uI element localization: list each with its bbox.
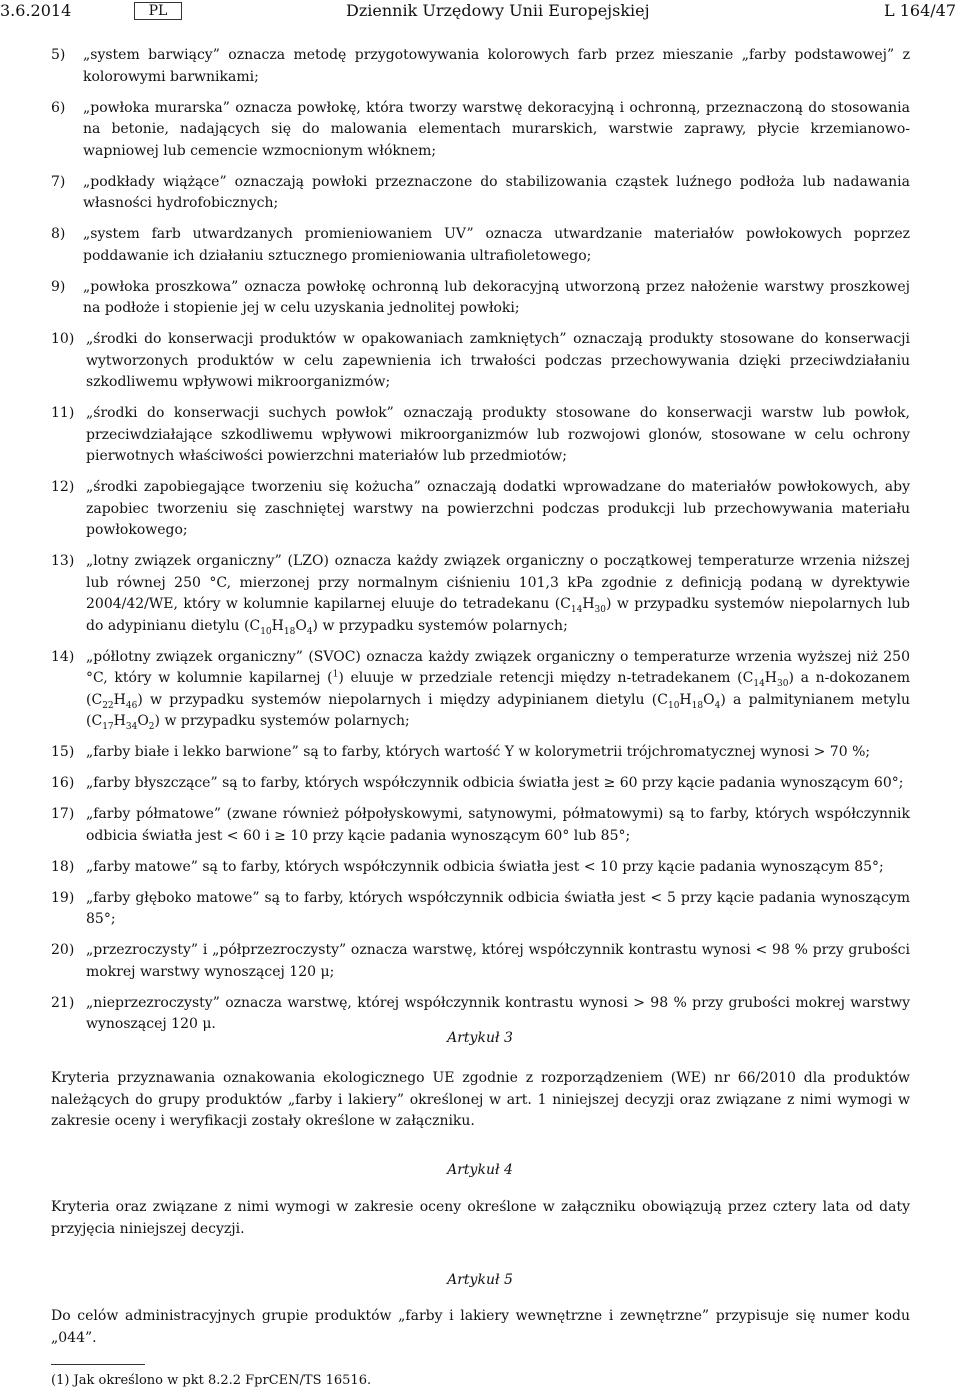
definition-text: „środki do konserwacji suchych powłok” oznaczają produkty stosowane do konserwacji warstw lub powłok, przeciwdziałające szkodliwemu wpływowi mikroorganizmów lub rozwojowi glonów, stosowane w celu ochrony pierwotnych właściwości powierzchni materiałów lub przedmiotów;	[86, 405, 910, 464]
definition-number: 13)	[51, 553, 75, 569]
definition-text: „farby głęboko matowe” są to farby, których współczynnik odbicia światła jest < 5 przy kącie padania wynoszącym 85°;	[86, 889, 910, 927]
definition-item	[51, 45, 910, 88]
definition-number: 12)	[51, 479, 75, 495]
definition-number: 10)	[51, 331, 75, 347]
definition-text: „farby matowe” są to farby, których współczynnik odbicia światła jest < 10 przy kącie padania wynoszącym 85°;	[86, 858, 884, 875]
article-4-body: Kryteria oraz związane z nimi wymogi w zakresie oceny określone w załączniku obowiązują przez cztery lata od daty przyjęcia niniejszej decyzji.	[51, 1199, 910, 1237]
article-4-title: Artykuł 4	[447, 1162, 513, 1178]
definitions-list	[51, 45, 910, 1045]
definition-number: 15)	[51, 744, 75, 760]
definition-item	[51, 172, 910, 215]
definition-item	[51, 742, 910, 764]
definition-number: 7)	[51, 173, 66, 190]
page-header	[0, 0, 960, 22]
definition-text: „podkłady wiążące” oznaczają powłoki przeznaczone do stabilizowania cząstek luźnego podłoża lub nadawania własności hydrofobicznych;	[83, 173, 910, 211]
definition-text: „lotny związek organiczny” (LZO) oznacza każdy związek organiczny o początkowej temperaturze wrzenia niższej lub równej 250 °C, mierzonej przy normalnym ciśnieniu 101,3 kPa zgodnie z definicją podaną w dyrektywie 2004/42/WE, który w kolumnie kapilarnej eluuje do tetradekanu $(C_{14}H_{30})$ w przypadku systemów niepolarnych lub do adypinianu dietylu $(C_{10}H_{18}O_4)$ w przypadku systemów polarnych;	[86, 553, 910, 637]
definition-text: „system farb utwardzanych promieniowaniem UV” oznacza utwardzanie materiałów powłokowych poprzez poddawanie ich działaniu sztucznego promieniowania ultrafioletowego;	[83, 226, 910, 264]
definition-item	[51, 98, 910, 163]
definition-item	[51, 940, 910, 983]
footnote-text: Jak określono w pkt 8.2.2 FprCEN/TS 16516.	[73, 1373, 372, 1388]
definition-number: 16)	[51, 775, 75, 791]
definition-number: 21)	[51, 994, 75, 1011]
definition-text: „farby białe i lekko barwione” są to farby, których wartość Y w kolorymetrii trójchromatycznej wynosi > 70 %;	[86, 744, 871, 760]
article-5-body: Do celów administracyjnych grupie produktów „farby i lakiery wewnętrzne i zewnętrzne” przypisuje się numer kodu „044”.	[51, 1308, 910, 1346]
article-3-body: Kryteria przyznawania oznakowania ekologicznego UE zgodnie z rozporządzeniem (WE) nr 66/2010 dla produktów należących do grupy produktów „farby i lakiery” określonej w art. 1 niniejszej decyzji oraz związane z nimi wymogi w zakresie oceny i weryfikacji zostały określone w załączniku.	[51, 1070, 910, 1129]
definition-item	[51, 403, 910, 468]
definition-item	[51, 773, 910, 795]
definition-item-svoc	[51, 647, 910, 733]
definition-number: 14)	[51, 648, 75, 665]
definition-text: „powłoka murarska” oznacza powłokę, która tworzy warstwę dekoracyjną i ochronną, przeznaczoną do stosowania na betonie, nadających się do malowania elementach murarskich, warstwie zaprawy, płycie krzemianowo-wapniowej lub cemencie wzmocnionym włóknem;	[83, 99, 910, 159]
publication-date: 3.6.2014	[0, 1, 72, 20]
definition-number: 20)	[51, 942, 75, 958]
definition-item-voc	[51, 551, 910, 637]
definition-number: 5)	[51, 47, 66, 63]
definition-number: 18)	[51, 858, 75, 875]
definition-text: „system barwiący” oznacza metodę przygotowywania kolorowych farb przez mieszanie „farby podstawowej” z kolorowymi barwnikami;	[83, 47, 910, 85]
definition-text: „półlotny związek organiczny” (SVOC) oznacza każdy związek organiczny o temperaturze wrzenia wyższej niż 250 °C, który w kolumnie kapilarnej ($^1$) eluuje w przedziale retencji między n-tetradekanem $(C_{14}H_{30})$ a n-dokozanem $(C_{22}H_{46})$ w przypadku systemów niepolarnych i między adypinianem dietylu $(C_{10}H_{18}O_4)$ a palmitynianem metylu $(C_{17}H_{34}O_2)$ w przypadku systemów polarnych;	[86, 648, 911, 732]
definition-item	[51, 224, 910, 267]
definition-text: „nieprzezroczysty” oznacza warstwę, której współczynnik kontrastu wynosi > 98 % przy grubości mokrej warstwy wynoszącej 120 μ.	[86, 994, 910, 1032]
definition-text: „przezroczysty” i „półprzezroczysty” oznacza warstwę, której współczynnik kontrastu wynosi < 98 % przy grubości mokrej warstwy wynoszącej 120 μ;	[86, 942, 910, 980]
footnote-reference[interactable]: 1	[332, 669, 339, 680]
definition-number: 17)	[51, 806, 75, 822]
definition-item	[51, 857, 910, 879]
footnote	[51, 1372, 371, 1390]
definition-text: „środki do konserwacji produktów w opakowaniach zamkniętych” oznaczają produkty stosowane do konserwacji wytworzonych produktów w celu zapewnienia ich trwałości podczas przechowywania dzięki przeciwdziałaniu szkodliwemu wpływowi mikroorganizmów;	[86, 331, 910, 390]
definition-text: „farby błyszczące” są to farby, których współczynnik odbicia światła jest ≥ 60 przy kącie padania wynoszącym 60°;	[86, 775, 904, 791]
footnote-mark: (1)	[51, 1373, 70, 1388]
language-badge: PL	[134, 2, 182, 20]
definition-text: „powłoka proszkowa” oznacza powłokę ochronną lub dekoracyjną utworzoną przez nałożenie warstwy proszkowej na podłoże i stopienie jej w celu uzyskania jednolitej powłoki;	[83, 278, 910, 316]
article-3-title: Artykuł 3	[447, 1030, 513, 1046]
definition-number: 8)	[51, 226, 66, 242]
definition-text: „farby półmatowe” (zwane również półpołyskowymi, satynowymi, półmatowymi) są to farby, których współczynnik odbicia światła jest < 60 i ≥ 10 przy kącie padania wynoszącym 60° lub 85°;	[86, 806, 910, 844]
page-reference: L 164/47	[884, 1, 956, 20]
definition-item	[51, 329, 910, 394]
definition-item	[51, 804, 910, 847]
definition-number: 11)	[51, 405, 75, 421]
definition-number: 19)	[51, 889, 75, 906]
article-5-title: Artykuł 5	[447, 1272, 513, 1288]
definition-item	[51, 888, 910, 931]
definition-item	[51, 277, 910, 320]
definition-number: 6)	[51, 99, 66, 116]
journal-title: Dziennik Urzędowy Unii Europejskiej	[346, 1, 650, 20]
definition-item	[51, 477, 910, 542]
definition-number: 9)	[51, 278, 66, 295]
definition-text: „środki zapobiegające tworzeniu się kożucha” oznaczają dodatki wprowadzane do materiałów powłokowych, aby zapobiec tworzeniu się zaschniętej warstwy na powierzchni podczas produkcji lub przechowywania materiału powłokowego;	[86, 479, 910, 538]
footnote-separator	[51, 1364, 145, 1365]
